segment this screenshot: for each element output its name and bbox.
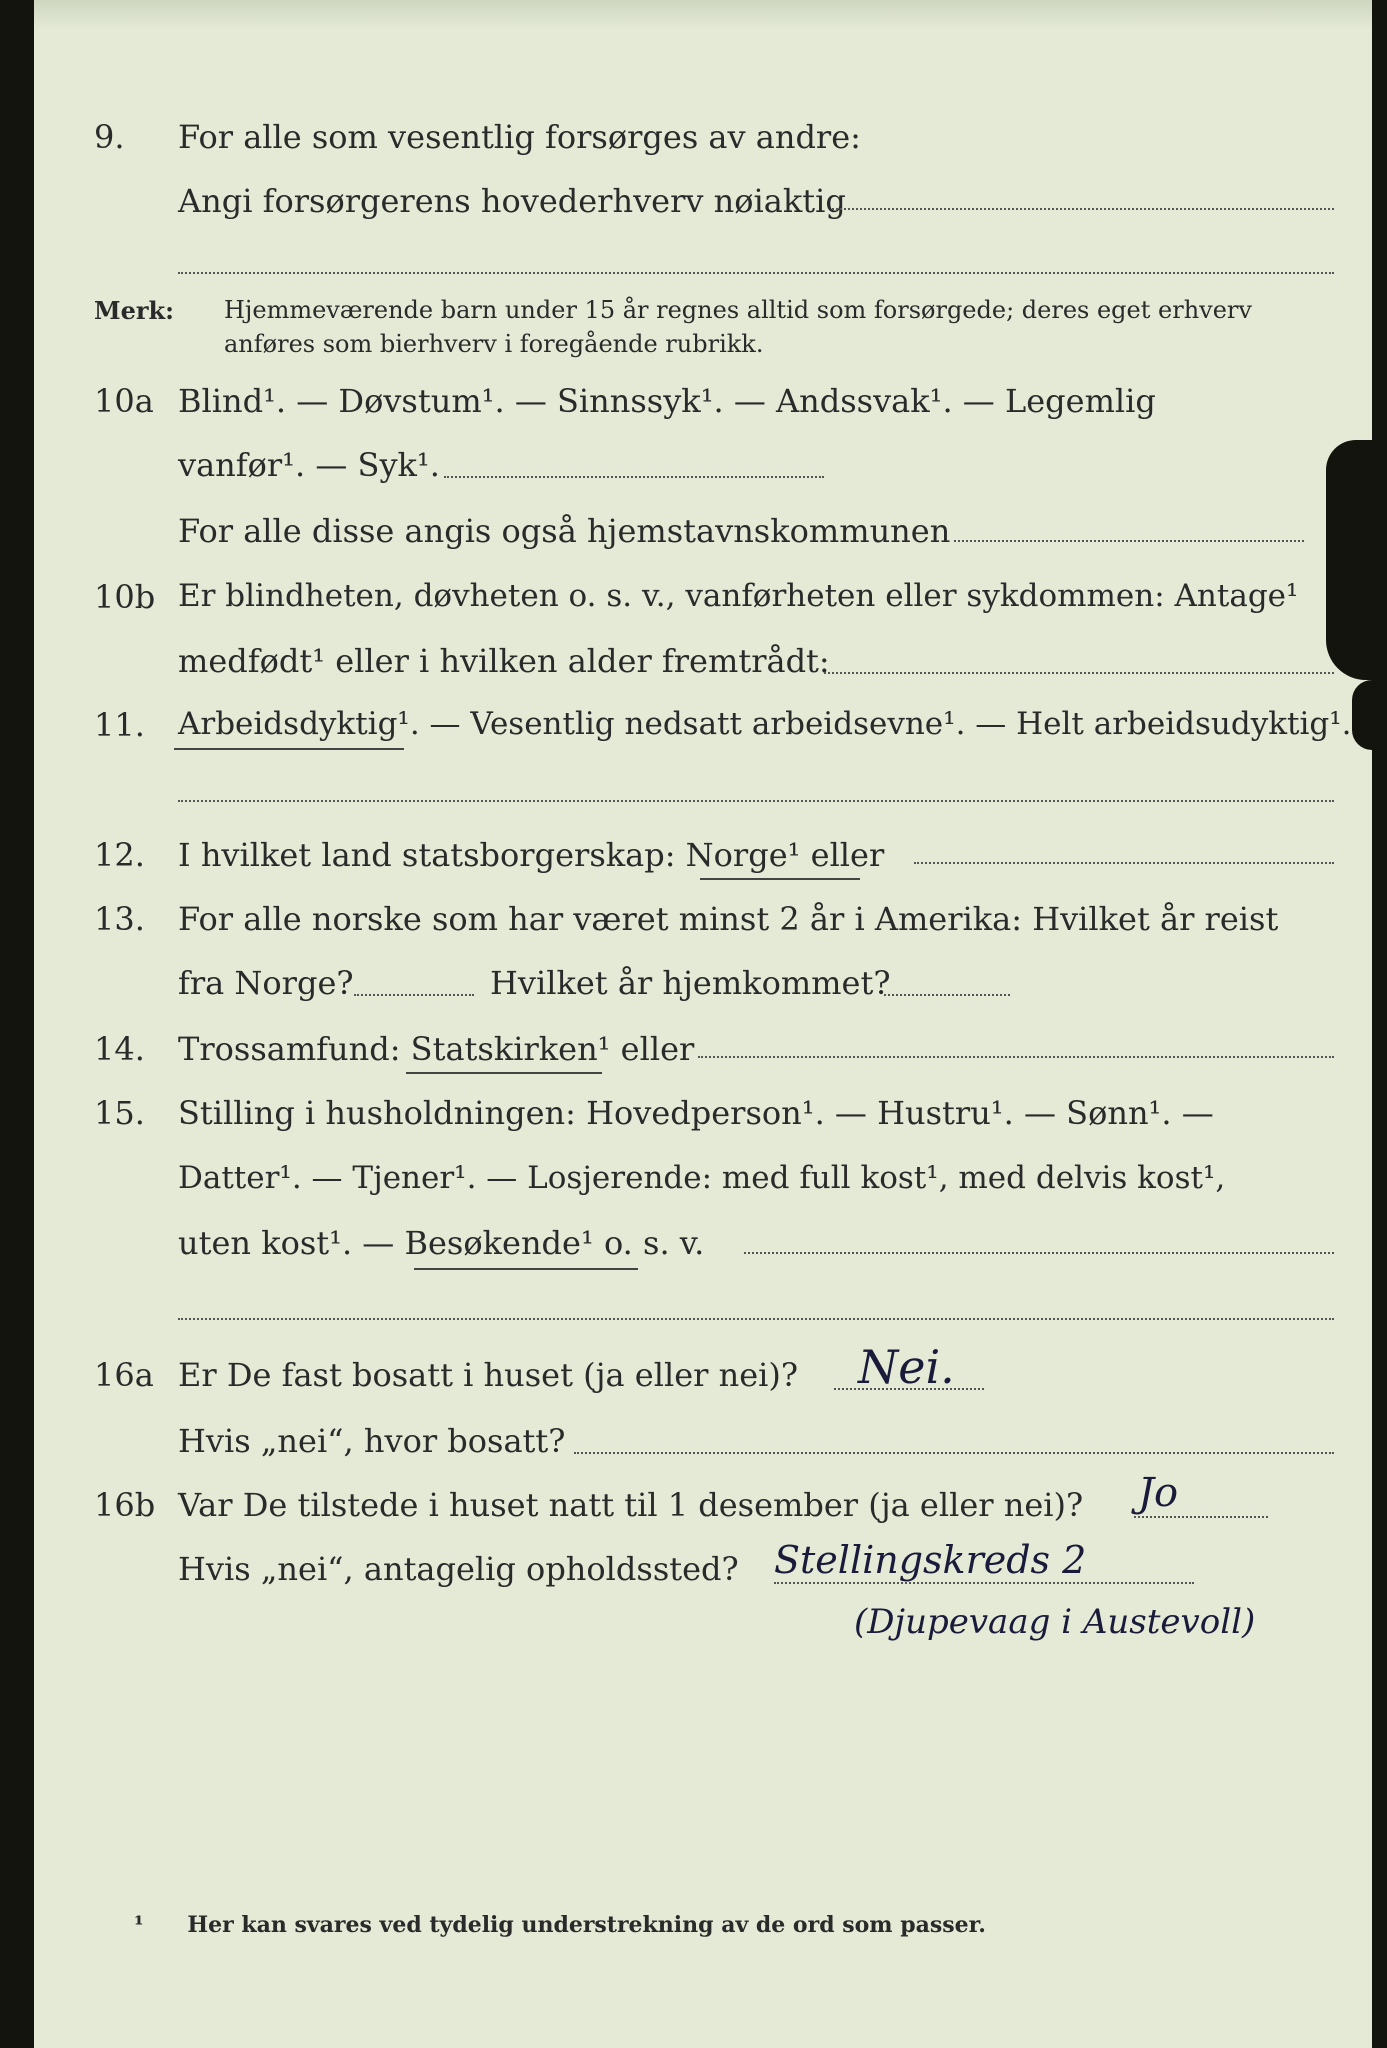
q9-text2: Angi forsørgerens hovederhverv nøiaktig bbox=[178, 182, 846, 220]
q12-underline bbox=[700, 878, 860, 880]
q14-underline bbox=[406, 1072, 602, 1074]
q15-underline bbox=[414, 1268, 638, 1270]
q11-answer-line bbox=[178, 800, 1334, 802]
q13-year-hjem-line bbox=[884, 994, 1010, 996]
q9-answer-line2 bbox=[178, 272, 1334, 274]
q16b-answer-line bbox=[1134, 1516, 1268, 1518]
merk-line1: Hjemmeværende barn under 15 år regnes alltid som forsørgede; deres eget erhverv bbox=[224, 296, 1252, 324]
merk-label: Merk: bbox=[94, 296, 174, 325]
q12-number: 12. bbox=[94, 836, 145, 874]
q16a-text1: Er De fast bosatt i huset (ja eller nei)? bbox=[178, 1356, 799, 1394]
torn-edge-lower bbox=[1352, 680, 1372, 750]
q13-text1: For alle norske som har været minst 2 år i Amerika: Hvilket år reist bbox=[178, 900, 1279, 938]
q11-number: 11. bbox=[94, 706, 145, 744]
merk-line2: anføres som bierhverv i foregående rubrikk. bbox=[224, 330, 764, 358]
q12-text: I hvilket land statsborgerskap: Norge¹ eller bbox=[178, 836, 885, 874]
q12-answer-line bbox=[914, 862, 1334, 864]
q16b-text1: Var De tilstede i huset natt til 1 desember (ja eller nei)? bbox=[178, 1486, 1084, 1524]
q15-text1: Stilling i husholdningen: Hovedperson¹. — Hustru¹. — Sønn¹. — bbox=[178, 1094, 1214, 1132]
q16b-handwritten-place: (Djupevaag i Austevoll) bbox=[854, 1602, 1256, 1642]
q9-answer-line bbox=[832, 208, 1334, 210]
q10a-number: 10a bbox=[94, 382, 154, 420]
q10a-text2: vanfør¹. — Syk¹. bbox=[178, 446, 440, 484]
q16b-opholdssted-line bbox=[774, 1582, 1194, 1584]
q13-year-reist-line bbox=[354, 994, 474, 996]
footnote-mark: ¹ bbox=[134, 1912, 144, 1938]
q16a-text2: Hvis „nei“, hvor bosatt? bbox=[178, 1422, 566, 1460]
q10b-answer-line bbox=[824, 672, 1334, 674]
q16a-bosatt-line bbox=[574, 1452, 1334, 1454]
q10a-text3: For alle disse angis også hjemstavnskommunen bbox=[178, 512, 951, 550]
q10b-number: 10b bbox=[94, 578, 156, 616]
q13-text2a: fra Norge? bbox=[178, 964, 354, 1002]
q9-number: 9. bbox=[94, 118, 125, 156]
footnote-text: Her kan svares ved tydelig understrekning av de ord som passer. bbox=[187, 1912, 986, 1938]
q15-number: 15. bbox=[94, 1094, 145, 1132]
q16a-number: 16a bbox=[94, 1356, 154, 1394]
q14-answer-line bbox=[698, 1056, 1334, 1058]
q13-text2b: Hvilket år hjemkommet? bbox=[490, 964, 891, 1002]
q15-answer-line2 bbox=[178, 1318, 1334, 1320]
q16a-handwritten-answer: Nei. bbox=[858, 1340, 955, 1394]
q16b-number: 16b bbox=[94, 1486, 156, 1524]
q15-text2: Datter¹. — Tjener¹. — Losjerende: med full kost¹, med delvis kost¹, bbox=[178, 1160, 1226, 1196]
q16a-answer-line bbox=[834, 1388, 984, 1390]
q10a-text1: Blind¹. — Døvstum¹. — Sinnssyk¹. — Andssvak¹. — Legemlig bbox=[178, 382, 1156, 420]
q16b-handwritten-opholdssted: Stellingskreds 2 bbox=[774, 1538, 1087, 1582]
q13-number: 13. bbox=[94, 900, 145, 938]
q16b-handwritten-answer: Jo bbox=[1138, 1470, 1179, 1516]
q15-text3: uten kost¹. — Besøkende¹ o. s. v. bbox=[178, 1224, 705, 1262]
q11-text: Arbeidsdyktig¹. — Vesentlig nedsatt arbeidsevne¹. — Helt arbeidsudyktig¹. bbox=[178, 706, 1352, 742]
footnote bbox=[134, 1912, 986, 1938]
census-form-page bbox=[34, 0, 1372, 2048]
q10a-answer-line bbox=[444, 476, 824, 478]
q14-number: 14. bbox=[94, 1030, 145, 1068]
q14-text: Trossamfund: Statskirken¹ eller bbox=[178, 1030, 695, 1068]
q16b-text2: Hvis „nei“, antagelig opholdssted? bbox=[178, 1550, 739, 1588]
q10b-text2: medfødt¹ eller i hvilken alder fremtrådt: bbox=[178, 642, 830, 680]
q10a-kommune-line bbox=[954, 540, 1304, 542]
q9-text1: For alle som vesentlig forsørges av andre: bbox=[178, 118, 861, 156]
torn-edge bbox=[1326, 440, 1372, 680]
q10b-text1: Er blindheten, døvheten o. s. v., vanførheten eller sykdommen: Antage¹ bbox=[178, 578, 1299, 614]
q11-underline bbox=[174, 748, 404, 750]
q15-answer-line bbox=[744, 1252, 1334, 1254]
